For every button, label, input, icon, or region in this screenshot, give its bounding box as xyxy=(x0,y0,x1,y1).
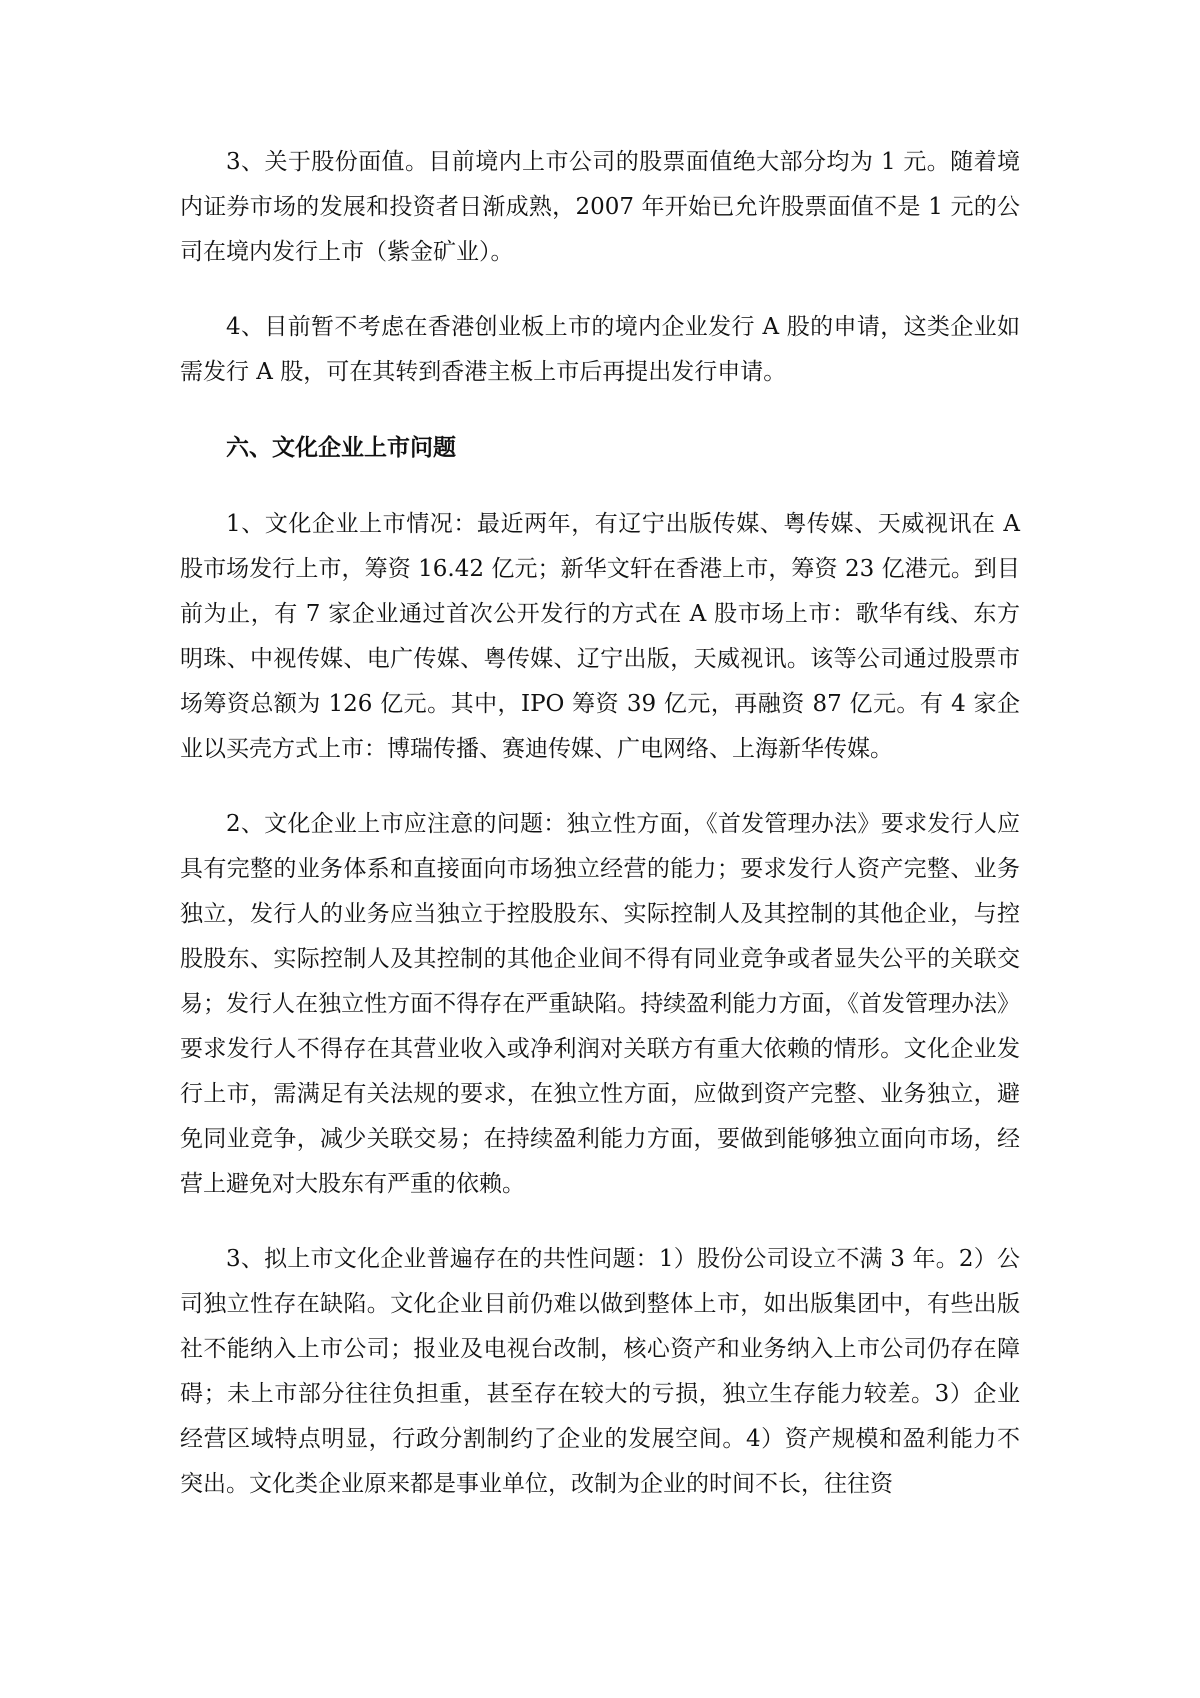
paragraph-hk-gem-listing: 4、目前暂不考虑在香港创业板上市的境内企业发行 A 股的申请，这类企业如需发行 A 股，可在其转到香港主板上市后再提出发行申请。 xyxy=(180,314,1020,385)
paragraph-common-problems: 3、拟上市文化企业普遍存在的共性问题：1）股份公司设立不满 3 年。2）公司独立性存在缺陷。文化企业目前仍难以做到整体上市，如出版集团中，有些出版社不能纳入上市公司；报业及电视台改制，核心资产和业务纳入上市公司仍存在障碍；未上市部分往往负担重，甚至存在较大的亏损，独立生存能力较差。3）企业经营区域特点明显，行政分割制约了企业的发展空间。4）资产规模和盈利能力不突出。文化类企业原来都是事业单位，改制为企业的时间不长，往往资 xyxy=(180,1246,1020,1497)
document-page xyxy=(180,140,1020,1537)
section-heading: 六、文化企业上市问题 xyxy=(226,434,456,461)
paragraph-listing-issues: 2、文化企业上市应注意的问题：独立性方面，《首发管理办法》要求发行人应具有完整的业务体系和直接面向市场独立经营的能力；要求发行人资产完整、业务独立，发行人的业务应当独立于控股股东、实际控制人及其控制的其他企业，与控股股东、实际控制人及其控制的其他企业间不得有同业竞争或者显失公平的关联交易；发行人在独立性方面不得存在严重缺陷。持续盈利能力方面，《首发管理办法》要求发行人不得存在其营业收入或净利润对关联方有重大依赖的情形。文化企业发行上市，需满足有关法规的要求，在独立性方面，应做到资产完整、业务独立，避免同业竞争，减少关联交易；在持续盈利能力方面，要做到能够独立面向市场，经营上避免对大股东有严重的依赖。 xyxy=(180,811,1020,1197)
paragraph-listing-status: 1、文化企业上市情况：最近两年，有辽宁出版传媒、粤传媒、天威视讯在 A 股市场发行上市，筹资 16.42 亿元；新华文轩在香港上市，筹资 23 亿港元。到目前为止，有 7 家企业通过首次公开发行的方式在 A 股市场上市：歌华有线、东方明珠、中视传媒、电广传媒、粤传媒、辽宁出版，天威视讯。该等公司通过股票市场筹资总额为 126 亿元。其中，IPO 筹资 39 亿元，再融资 87 亿元。有 4 家企业以买壳方式上市：博瑞传播、赛迪传媒、广电网络、上海新华传媒。 xyxy=(180,511,1020,762)
paragraph-share-par-value: 3、关于股份面值。目前境内上市公司的股票面值绝大部分均为 1 元。随着境内证券市场的发展和投资者日渐成熟，2007 年开始已允许股票面值不是 1 元的公司在境内发行上市（紫金矿业）。 xyxy=(180,149,1020,265)
